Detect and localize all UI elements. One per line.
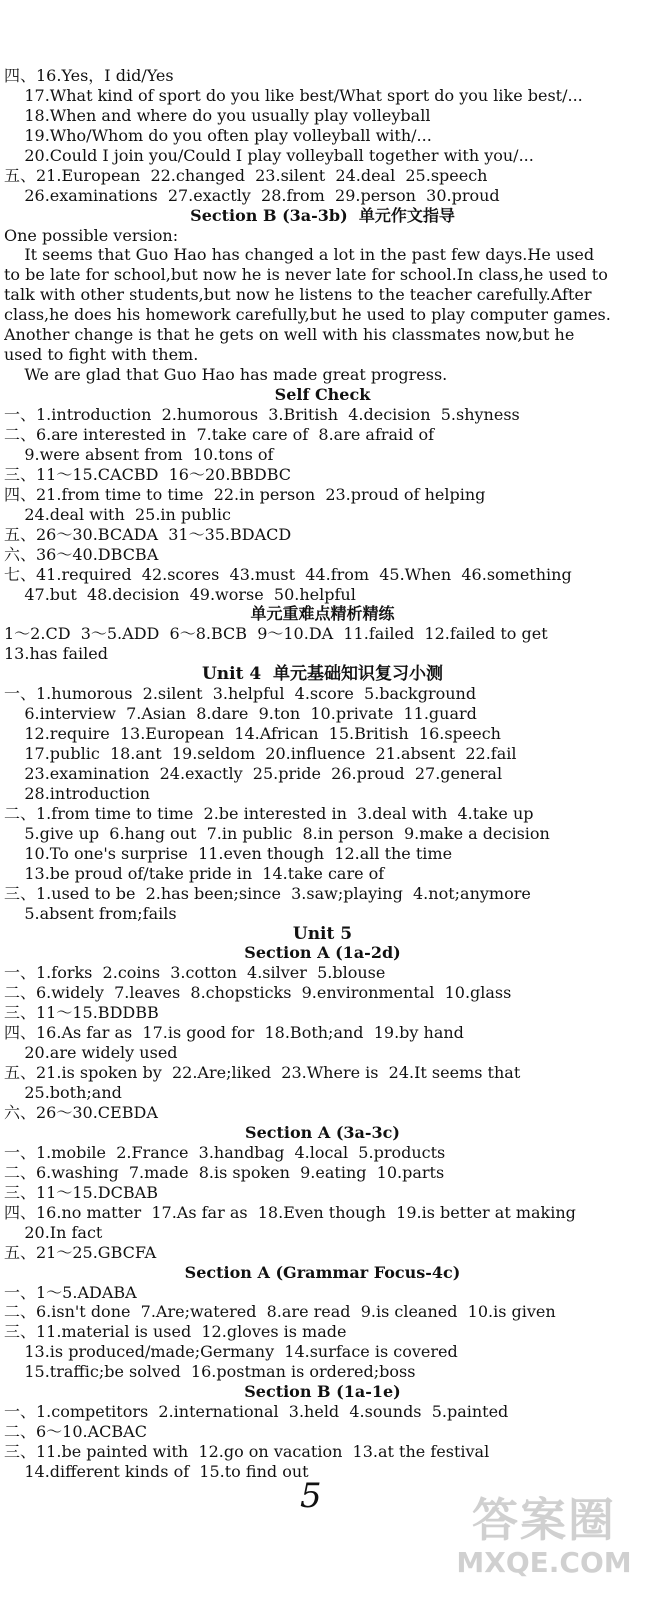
answer-line: 六、36～40.DBCBA xyxy=(4,545,159,564)
answer-line: 6.interview 7.Asian 8.dare 9.ton 10.private 11.guard xyxy=(4,704,477,723)
answer-line: We are glad that Guo Hao has made great progress. xyxy=(4,365,448,384)
answer-line: 三、11～15.CACBD 16～20.BBDBC xyxy=(4,465,292,484)
answer-line: 23.examination 24.exactly 25.pride 26.proud 27.general xyxy=(4,764,503,783)
answer-line: 9.were absent from 10.tons of xyxy=(4,445,274,464)
answer-line: 二、1.from time to time 2.be interested in 3.deal with 4.take up xyxy=(4,804,534,823)
answer-line: 25.both;and xyxy=(4,1083,122,1102)
answer-line: Another change is that he gets on well with his classmates now,but he xyxy=(4,325,575,344)
section-heading: Section B (3a-3b) 单元作文指导 xyxy=(190,206,455,225)
answer-line: 28.introduction xyxy=(4,784,150,803)
watermark-logo xyxy=(449,1484,639,1594)
answer-line: 一、1.mobile 2.France 3.handbag 4.local 5.products xyxy=(4,1143,446,1162)
section-heading: 单元重难点精析精练 xyxy=(250,604,395,623)
page-number: 5 xyxy=(300,1476,322,1516)
answer-line: 二、6.washing 7.made 8.is spoken 9.eating 10.parts xyxy=(4,1163,445,1182)
answer-line: 一、1～5.ADABA xyxy=(4,1283,137,1302)
answer-line: 13.has failed xyxy=(4,644,108,663)
answer-line: 三、11.be painted with 12.go on vacation 13.at the festival xyxy=(4,1442,490,1461)
answer-line: 五、21～25.GBCFA xyxy=(4,1243,157,1262)
answer-line: 12.require 13.European 14.African 15.British 16.speech xyxy=(4,724,501,743)
answer-line: class,he does his homework carefully,but he used to play computer games. xyxy=(4,305,611,324)
answer-line: 六、26～30.CEBDA xyxy=(4,1103,158,1122)
answer-line: 47.but 48.decision 49.worse 50.helpful xyxy=(4,585,356,604)
answer-line: 四、16.no matter 17.As far as 18.Even though 19.is better at making xyxy=(4,1203,576,1222)
answer-line: 14.different kinds of 15.to find out xyxy=(4,1462,309,1481)
section-heading: Section A (Grammar Focus-4c) xyxy=(184,1263,461,1282)
watermark-text: 答案圈 xyxy=(472,1493,616,1547)
section-heading: Section A (1a-2d) xyxy=(244,943,401,962)
answer-line: 5.give up 6.hang out 7.in public 8.in person 9.make a decision xyxy=(4,824,550,843)
answer-line: 二、6～10.ACBAC xyxy=(4,1422,147,1441)
answer-line: 二、6.isn't done 7.Are;watered 8.are read 9.is cleaned 10.is given xyxy=(4,1302,556,1321)
answer-line: used to fight with them. xyxy=(4,345,199,364)
answer-line: 10.To one's surprise 11.even though 12.all the time xyxy=(4,844,453,863)
answer-line: 四、16.As far as 17.is good for 18.Both;and 19.by hand xyxy=(4,1023,464,1042)
answer-line: to be late for school,but now he is never late for school.In class,he used to xyxy=(4,265,608,284)
answer-line: 四、16.Yes，I did/Yes xyxy=(4,66,174,85)
answer-line: 20.In fact xyxy=(4,1223,103,1242)
answer-line: 四、21.from time to time 22.in person 23.proud of helping xyxy=(4,485,486,504)
answer-line: 26.examinations 27.exactly 28.from 29.person 30.proud xyxy=(4,186,500,205)
answer-line: 三、11～15.DCBAB xyxy=(4,1183,158,1202)
answer-line: 三、11～15.BDDBB xyxy=(4,1003,159,1022)
answer-line: It seems that Guo Hao has changed a lot in the past few days.He used xyxy=(4,245,595,264)
answer-line: 二、6.are interested in 7.take care of 8.are afraid of xyxy=(4,425,435,444)
answer-line: 13.is produced/made;Germany 14.surface is covered xyxy=(4,1342,458,1361)
unit-heading: Unit 4 单元基础知识复习小测 xyxy=(201,664,444,684)
answer-line: 五、21.European 22.changed 23.silent 24.deal 25.speech xyxy=(4,166,488,185)
unit-heading: Unit 5 xyxy=(292,924,353,944)
section-heading: Section B (1a-1e) xyxy=(244,1382,401,1401)
section-heading: Self Check xyxy=(274,385,371,404)
answer-line: 5.absent from;fails xyxy=(4,904,177,923)
answer-line: 一、1.forks 2.coins 3.cotton 4.silver 5.blouse xyxy=(4,963,386,982)
answer-line: 24.deal with 25.in public xyxy=(4,505,231,524)
answer-line: 一、1.competitors 2.international 3.held 4.sounds 5.painted xyxy=(4,1402,509,1421)
answer-line: 二、6.widely 7.leaves 8.chopsticks 9.environmental 10.glass xyxy=(4,983,512,1002)
answer-line: 19.Who/Whom do you often play volleyball with/... xyxy=(4,126,432,145)
answer-line: 18.When and where do you usually play volleyball xyxy=(4,106,431,125)
answer-line: 20.Could I join you/Could I play volleyball together with you/... xyxy=(4,146,534,165)
answer-line: 七、41.required 42.scores 43.must 44.from 45.When 46.something xyxy=(4,565,572,584)
answer-line: 五、26～30.BCADA 31～35.BDACD xyxy=(4,525,292,544)
answer-line: 一、1.humorous 2.silent 3.helpful 4.score 5.background xyxy=(4,684,477,703)
answer-line: 17.public 18.ant 19.seldom 20.influence 21.absent 22.fail xyxy=(4,744,517,763)
answer-line: One possible version: xyxy=(4,226,179,245)
answer-line: 五、21.is spoken by 22.Are;liked 23.Where is 24.It seems that xyxy=(4,1063,521,1082)
answer-line: 三、1.used to be 2.has been;since 3.saw;playing 4.not;anymore xyxy=(4,884,531,903)
answer-line: 15.traffic;be solved 16.postman is ordered;boss xyxy=(4,1362,416,1381)
answer-line: 1～2.CD 3～5.ADD 6～8.BCB 9～10.DA 11.failed 12.failed to get xyxy=(4,624,548,643)
answer-line: 20.are widely used xyxy=(4,1043,178,1062)
section-heading: Section A (3a-3c) xyxy=(245,1123,400,1142)
answer-line: 17.What kind of sport do you like best/What sport do you like best/... xyxy=(4,86,583,105)
answer-line: talk with other students,but now he listens to the teacher carefully.After xyxy=(4,285,592,304)
answer-line: 三、11.material is used 12.gloves is made xyxy=(4,1322,347,1341)
answer-line: 一、1.introduction 2.humorous 3.British 4.decision 5.shyness xyxy=(4,405,520,424)
watermark-url: MXQE.COM xyxy=(456,1546,632,1579)
answer-line: 13.be proud of/take pride in 14.take care of xyxy=(4,864,385,883)
